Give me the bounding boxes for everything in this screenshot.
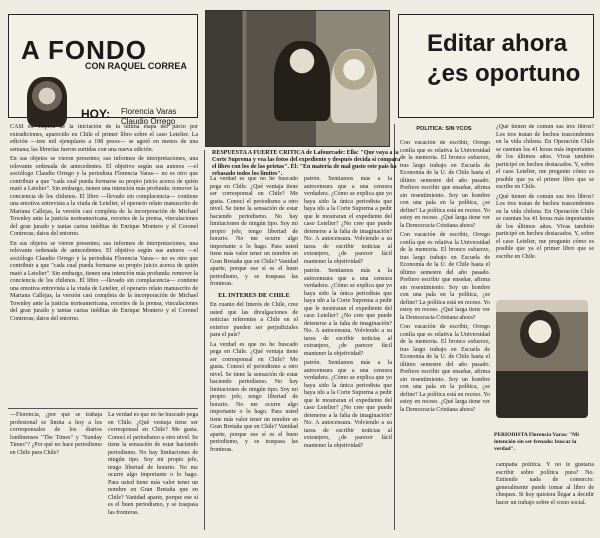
photo-figure-man [274,41,330,121]
body-paragraph: patrón. Sentíamos más a la autocensura que a una censura verdadera. ¿Cómo se explica que yo haya sido la única periodista que haya ido a la Corte Suprema a pedir que le mostraran el expediente del caso Letelier? ¿No cree que puede detenerse a la falta de imaginación? No. A autocensura. Volviendo a su tarea de escribir noticias al extranjero, ¿de parecer fácil mantener la objetividad? [304,268,392,357]
article-column-6 [496,462,594,532]
article-column-3 [304,176,392,532]
body-paragraph: En sus objetos se vieron presentes; sus informes de interpretaciones, una relevante ordenada de antecedentes. El objetivo según sus autores —el sociólogo Claudio Orrego y la periodista Florencia Varas— no es otro que contribuir a que "cada cual pueda formarse su propio juicio acerca de quién mató a Letelier". Sin embargo, tienen una intención más profunda: remover la conciencia de los chilenos. El libro —llevado sin complacencia— contiene una emotiva entrevista a la viuda de Letelier, el operario relato manuscrito de Mariana Callejas, la versión casi completa de la incorporación de Michael Townley ante la justicia norteamericana, recortes de la prensa, vinculaciones del gran jurado y tantas cartas inéditas de Enrique Montero y el Coronel Contreras; datos del entorno. [10,156,198,237]
article-column-4 [400,140,490,532]
column-title: A FONDO [21,35,147,65]
headline-box [398,14,594,118]
portrait-face [520,310,560,358]
guest-name: Florencia Varas [121,107,177,116]
body-paragraph: campaña política. Y no le gustaría escribir sobre política pura? No. Entiendo nada de comercio: generalmente puede tomar al libro de cheques. Si hoy quisiera llegar a decidir hacer un trabajo sobre el costo social. [496,462,594,506]
portrait-photo [496,300,588,418]
column-rule [394,124,395,530]
guest-name: Claudio Orrego [121,117,176,126]
body-paragraph: La verdad es que no he buscado pega en Chile. ¿Qué ventaja tiene ser corresponsal en Chile? Me gusta. Conocí el periodismo a otro nivel. Se tiene la sensación de estar haciendo periodismo. No hay limitaciones de ningún tipo. Soy mi propio jefe, tengo libertad de horario. No me ocurre algo importante o lo hago. Para usted tiene más valor tener un nombre en Gran Bretaña que en Chile? Vanidad aparte, porque ese sí es el buen periodismo, y se traspasa las fronteras. [210,341,298,453]
article-column-1 [10,124,198,406]
headline-line-2: ¿es oportuno [427,60,581,87]
section-title: EL INTERES DE CHILE [218,291,290,299]
article-column-bottom-mid [108,412,198,532]
photo-caption: RESPUESTA A FUERTE CRITICA de Lafourcade: Ella: "Que vaya a la Corte Suprema y vea las fotos del expediente y después decida si compara el libro con los de las prietas". Él: "En materia de mal gusto este país ha rebasado todos los límites". [212,150,401,177]
body-paragraph: patrón. Sentíamos más a la autocensura que a una censura verdadera. ¿Cómo se explica que yo haya sido la única periodista que haya ido a la Corte Suprema a pedir que le mostraran el expediente del caso Letelier? ¿No cree que puede detenerse a la falta de imaginación? No. A autocensura. Volviendo a su tarea de escribir noticias al extranjero, ¿de parecer fácil mantener la objetividad? [304,176,392,265]
body-paragraph: En cuanto del Interés de Chile, cree usted que las divulgaciones de noticias referentes a Chile en el exterior pueden ser perjudiciales para el país? [210,302,298,338]
section-rule [8,408,198,409]
body-paragraph: Con vacación de escribir, Orrego confía que es relativa la Universidad de la memoria. El bronco esfuerzo, tras largo trabajo en Escuela de Economía de la U. de Chile hasta el último semestre del año pasado. Prefiero escribir que enseñar, afirma sin resentimiento. Soy un hombre con una pala en la política, ¿se define? La política está en receso. Yo estoy en receso. ¿Qué larga tiene ver la Democracia Cristiana ahora? [400,140,490,229]
column-subtitle: CON RAQUEL CORREA [85,61,187,71]
headline-line-1: Editar ahora [427,30,568,57]
interview-photo [205,10,390,147]
body-paragraph: ¿Qué tienen de común sus tres libros? Los tres tratan de hechos trascendentes en la vida chilena. En Operación Chile se cuentan los 41 horas más importantes de los últimos años. Vivas también participó en hechos destacados. Y, sobre el caso Letelier, me pregunto cómo es posible que ya el primer libro que se escribe en Chile. [496,124,594,190]
portrait-caption: PERIODISTA Florencia Varas: "Mi intención sin ser frenado: buscar la verdad". [494,432,579,452]
author-portrait [27,77,67,127]
article-column-2 [210,176,298,532]
photo-figure-woman [331,49,377,123]
hoy-label: HOY: [81,107,111,121]
column-rule [204,150,205,530]
body-paragraph: ¿Qué tienen de común sus tres libros? Los tres tratan de hechos trascendentes en la vida chilena. En Operación Chile se cuentan los 41 horas más importantes de los últimos años. Vivas también participó en hechos destacados. Y, sobre el caso Letelier, me pregunto cómo es posible que ya el primer libro que se escribe en Chile. [496,193,594,260]
column-header-box [8,14,198,126]
politics-subhead: POLITICA: SIN YCOS [416,126,472,132]
headline [427,29,595,89]
answer-paragraph: La verdad es que no he buscado pega en Chile. ¿Qué ventaja tiene ser corresponsal en Chile? Me gusta. Conocí el periodismo a otro nivel. Se tiene la sensación de estar haciendo periodismo. No hay limitaciones de ningún tipo. Soy mi propio jefe, tengo libertad de horario. No me ocurre algo importante o lo hago. Para usted tiene más valor tener un nombre en Gran Bretaña que en Chile? Vanidad aparte, porque ese sí es el buen periodismo, y se traspasa las fronteras. [108,412,198,516]
intro-paragraph: CASI en víspera de la iniciación de la última etapa del juicio por extradiciones, aparecido en Chile el primer libro sobre el caso Letelier. La edición —tres mil ejemplares a 198 pesos— se agotó en menos de una semana; las librerías fueron surtidas con una nueva edición. [10,124,198,153]
article-column-bottom-left [10,412,102,532]
body-paragraph: Con vacación de escribir, Orrego confía que es relativa la Universidad de la memoria. El bronco esfuerzo, tras largo trabajo en Escuela de Economía de la U. de Chile hasta el último semestre del año pasado. Prefiero escribir que enseñar, afirma sin resentimiento. Soy un hombre con una pala en la política, ¿se define? La política está en receso. Yo estoy en receso. ¿Qué larga tiene ver la Democracia Cristiana ahora? [400,232,490,321]
body-paragraph: La verdad es que no he buscado pega en Chile. ¿Qué ventaja tiene ser corresponsal en Chile? Me gusta. Conocí el periodismo a otro nivel. Se tiene la sensación de estar haciendo periodismo. No hay limitaciones de ningún tipo. Soy mi propio jefe, tengo libertad de horario. No me ocurre algo importante o lo hago. Para usted tiene más valor tener un nombre en Gran Bretaña que en Chile? Vanidad aparte, porque ese sí es el buen periodismo, y se traspasa las fronteras. [210,176,298,287]
body-paragraph: Con vacación de escribir, Orrego confía que es relativa la Universidad de la memoria. El bronco esfuerzo, tras largo trabajo en Escuela de Economía de la U. de Chile hasta el último semestre del año pasado. Prefiero escribir que enseñar, afirma sin resentimiento. Soy un hombre con una pala en la política, ¿se define? La política está en receso. Yo estoy en receso. ¿Qué larga tiene ver la Democracia Cristiana ahora? [400,324,490,413]
body-paragraph: En sus objetos se vieron presentes; sus informes de interpretaciones, una relevante ordenada de antecedentes. El objetivo según sus autores —el sociólogo Claudio Orrego y la periodista Florencia Varas— no es otro que contribuir a que "cada cual pueda formarse su propio juicio acerca de quién mató a Letelier". Sin embargo, tienen una intención más profunda: remover la conciencia de los chilenos. El libro —llevado sin complacencia— contiene una emotiva entrevista a la viuda de Letelier, el operario relato manuscrito de Mariana Callejas, la versión casi completa de la incorporación de Michael Townley ante la justicia norteamericana, recortes de la prensa, vinculaciones del gran jurado y tantas cartas inéditas de Enrique Montero y el Coronel Contreras; datos del entorno. [10,240,198,322]
body-paragraph: patrón. Sentíamos más a la autocensura que a una censura verdadera. ¿Cómo se explica que yo haya sido la única periodista que haya ido a la Corte Suprema a pedir que le mostraran el expediente del caso Letelier? ¿No cree que puede detenerse a la falta de imaginación? No. A autocensura. Volviendo a su tarea de escribir noticias al extranjero, ¿de parecer fácil mantener la objetividad? [304,360,392,449]
article-column-5 [496,124,594,296]
question-paragraph: —Florencia, ¿por qué se trabaja profesional se limita a hoy a los corresponsales de los diarios londinenses "The Times" y "Sunday Times"? ¿Por qué no hace periodismo en Chile para Chile? [10,412,102,456]
